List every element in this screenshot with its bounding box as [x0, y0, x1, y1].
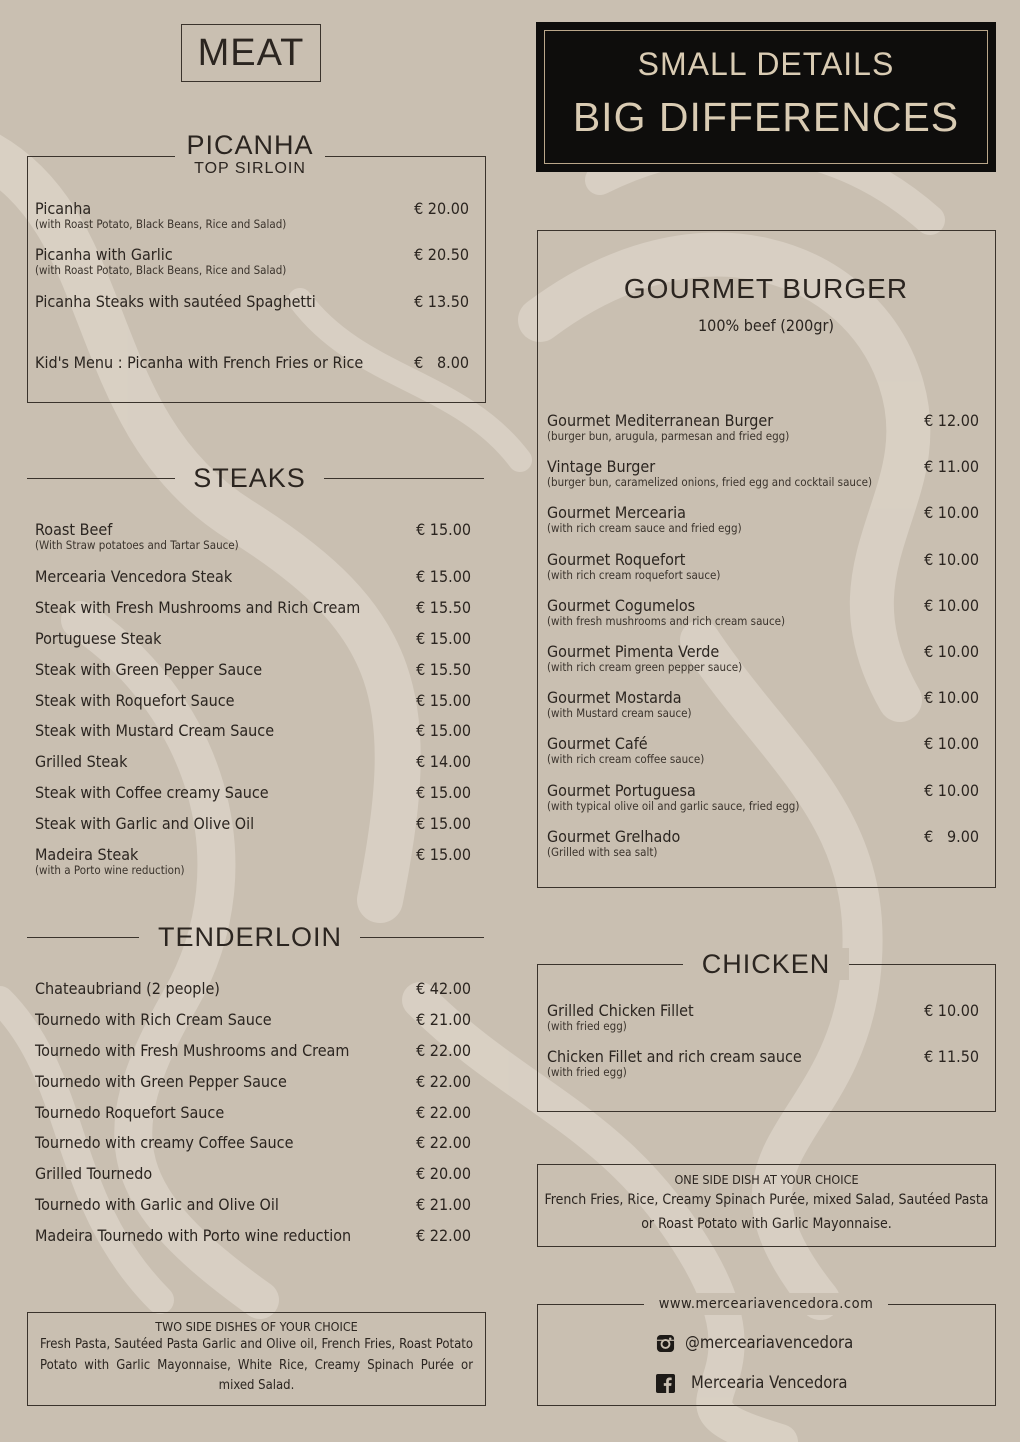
menu-item: [547, 1002, 979, 1033]
item-price: € 8.00: [414, 353, 469, 372]
item-price: € 11.50: [924, 1047, 979, 1066]
facebook-row[interactable]: [656, 1373, 848, 1393]
menu-item: [547, 782, 979, 813]
item-name: Tournedo with Green Pepper Sauce: [35, 1072, 287, 1091]
item-desc: (with typical olive oil and garlic sauce, fried egg): [547, 799, 800, 813]
menu-item: [35, 1104, 471, 1122]
item-price: € 15.00: [416, 567, 471, 586]
menu-item: [35, 661, 471, 679]
item-name: Gourmet Cogumelos: [547, 596, 696, 615]
item-price: € 42.00: [416, 979, 471, 998]
item-desc: (Grilled with sea salt): [547, 845, 658, 859]
meat-title: MEAT: [197, 32, 305, 74]
item-price: € 10.00: [924, 642, 979, 661]
menu-item: [35, 354, 469, 372]
facebook-name: Mercearia Vencedora: [691, 1373, 848, 1392]
website-link[interactable]: www.merceariavencedora.com: [644, 1293, 888, 1315]
item-name: Gourmet Mostarda: [547, 688, 682, 707]
item-desc: (with fried egg): [547, 1019, 627, 1033]
menu-item: [35, 246, 469, 277]
item-name: Tournedo with Garlic and Olive Oil: [35, 1195, 279, 1214]
item-desc: (with Roast Potato, Black Beans, Rice and Salad): [35, 217, 287, 231]
item-desc: (burger bun, caramelized onions, fried egg and cocktail sauce): [547, 475, 873, 489]
item-price: € 13.50: [414, 292, 469, 311]
item-name: Mercearia Vencedora Steak: [35, 567, 233, 586]
one-side-text: French Fries, Rice, Creamy Spinach Purée, mixed Salad, Sautéed Pasta or Roast Potato with Garlic Mayonnaise.: [544, 1192, 989, 1232]
two-sides-title: TWO SIDE DISHES OF YOUR CHOICE: [155, 1319, 358, 1334]
item-name: Steak with Coffee creamy Sauce: [35, 783, 269, 802]
menu-item: [35, 1196, 471, 1214]
item-price: € 14.00: [416, 752, 471, 771]
menu-item: [35, 846, 471, 877]
item-price: € 10.00: [924, 1001, 979, 1020]
item-price: € 9.00: [924, 827, 979, 846]
menu-item: [547, 828, 979, 859]
item-price: € 15.00: [416, 845, 471, 864]
menu-item: [35, 200, 469, 231]
item-desc: (with Roast Potato, Black Beans, Rice and Salad): [35, 263, 287, 277]
burger-subtitle: 100% beef (200gr): [698, 316, 834, 335]
item-name: Tournedo with Rich Cream Sauce: [35, 1010, 272, 1029]
item-desc: (with fresh mushrooms and rich cream sauce): [547, 614, 786, 628]
menu-item: [35, 630, 471, 648]
instagram-icon: [656, 1334, 675, 1353]
menu-item: [35, 599, 471, 617]
menu-item: [35, 293, 469, 311]
item-price: € 20.50: [414, 245, 469, 264]
item-price: € 15.50: [416, 598, 471, 617]
item-name: Madeira Steak: [35, 845, 139, 864]
menu-item: [547, 597, 979, 628]
divider: [324, 478, 484, 479]
item-price: € 11.00: [924, 457, 979, 476]
divider: [27, 478, 175, 479]
menu-item: [35, 1227, 471, 1245]
item-name: Grilled Tournedo: [35, 1164, 153, 1183]
item-price: € 15.00: [416, 814, 471, 833]
item-price: € 15.00: [416, 629, 471, 648]
chicken-box: [537, 964, 996, 1112]
item-price: € 15.00: [416, 691, 471, 710]
item-desc: (with rich cream sauce and fried egg): [547, 521, 742, 535]
item-price: € 20.00: [416, 1164, 471, 1183]
item-price: € 22.00: [416, 1226, 471, 1245]
menu-item: [35, 815, 471, 833]
menu-item: [35, 722, 471, 740]
menu-item: [35, 521, 471, 552]
item-desc: (With Straw potatoes and Tartar Sauce): [35, 538, 239, 552]
item-price: € 15.50: [416, 660, 471, 679]
menu-item: [35, 568, 471, 586]
item-name: Steak with Mustard Cream Sauce: [35, 721, 275, 740]
menu-item: [35, 1011, 471, 1029]
divider: [360, 937, 484, 938]
meat-title-box: [181, 24, 321, 82]
item-price: € 10.00: [924, 781, 979, 800]
burger-title: GOURMET BURGER: [623, 273, 909, 304]
item-name: Grilled Steak: [35, 752, 128, 771]
tagline-line1: SMALL DETAILS: [637, 46, 895, 82]
menu-item: [547, 412, 979, 443]
item-name: Gourmet Café: [547, 734, 648, 753]
item-name: Steak with Fresh Mushrooms and Rich Cream: [35, 598, 361, 617]
menu-item: [35, 1042, 471, 1060]
chicken-title: CHICKEN: [683, 948, 849, 980]
menu-item: [35, 692, 471, 710]
item-price: € 22.00: [416, 1133, 471, 1152]
item-desc: (with rich cream coffee sauce): [547, 752, 705, 766]
item-price: € 10.00: [924, 688, 979, 707]
menu-item: [547, 735, 979, 766]
menu-item: [35, 1073, 471, 1091]
item-price: € 10.00: [924, 550, 979, 569]
item-name: Steak with Garlic and Olive Oil: [35, 814, 255, 833]
item-desc: (with rich cream green pepper sauce): [547, 660, 743, 674]
item-name: Picanha with Garlic: [35, 245, 173, 264]
item-price: € 22.00: [416, 1072, 471, 1091]
item-name: Gourmet Mediterranean Burger: [547, 411, 774, 430]
item-desc: (with fried egg): [547, 1065, 627, 1079]
menu-item: [547, 551, 979, 582]
menu-item: [35, 784, 471, 802]
menu-item: [35, 980, 471, 998]
two-sides-box: [27, 1312, 486, 1406]
item-desc: (with Mustard cream sauce): [547, 706, 692, 720]
item-price: € 22.00: [416, 1041, 471, 1060]
instagram-handle: @merceariavencedora: [685, 1333, 854, 1352]
item-name: Steak with Green Pepper Sauce: [35, 660, 263, 679]
item-desc: (with rich cream roquefort sauce): [547, 568, 721, 582]
item-name: Gourmet Grelhado: [547, 827, 681, 846]
item-name: Tournedo Roquefort Sauce: [35, 1103, 225, 1122]
picanha-header: [175, 130, 325, 178]
item-price: € 10.00: [924, 503, 979, 522]
item-price: € 21.00: [416, 1010, 471, 1029]
menu-item: [547, 458, 979, 489]
item-name: Chicken Fillet and rich cream sauce: [547, 1047, 802, 1066]
item-name: Portuguese Steak: [35, 629, 162, 648]
menu-item: [547, 1048, 979, 1079]
menu-item: [35, 1134, 471, 1152]
item-price: € 10.00: [924, 596, 979, 615]
item-name: Vintage Burger: [547, 457, 656, 476]
item-name: Gourmet Mercearia: [547, 503, 686, 522]
item-name: Steak with Roquefort Sauce: [35, 691, 235, 710]
menu-item: [35, 753, 471, 771]
one-side-box: [537, 1164, 996, 1247]
tagline-line2: BIG DIFFERENCES: [572, 94, 960, 140]
item-name: Grilled Chicken Fillet: [547, 1001, 694, 1020]
item-price: € 12.00: [924, 411, 979, 430]
menu-item: [547, 504, 979, 535]
item-name: Gourmet Roquefort: [547, 550, 686, 569]
divider: [27, 937, 139, 938]
tenderloin-title: TENDERLOIN: [157, 922, 343, 952]
menu-item: [547, 643, 979, 674]
menu-item: [35, 1165, 471, 1183]
item-price: € 20.00: [414, 199, 469, 218]
item-name: Gourmet Portuguesa: [547, 781, 696, 800]
steaks-title: STEAKS: [193, 463, 306, 493]
item-name: Chateaubriand (2 people): [35, 979, 220, 998]
item-name: Kid's Menu : Picanha with French Fries or Rice: [35, 353, 364, 372]
item-name: Tournedo with Fresh Mushrooms and Cream: [35, 1041, 350, 1060]
item-name: Picanha: [35, 199, 92, 218]
picanha-subtitle: TOP SIRLOIN: [194, 160, 306, 177]
item-name: Picanha Steaks with sautéed Spaghetti: [35, 292, 316, 311]
item-price: € 15.00: [416, 783, 471, 802]
item-name: Gourmet Pimenta Verde: [547, 642, 720, 661]
facebook-icon: [656, 1374, 675, 1393]
two-sides-text: Fresh Pasta, Sautéed Pasta Garlic and Olive oil, French Fries, Roast Potato Potato with Garlic Mayonnaise, White Rice, Creamy Spinach Purée or mixed Salad.: [40, 1337, 473, 1393]
item-price: € 22.00: [416, 1103, 471, 1122]
picanha-title: PICANHA: [186, 130, 314, 160]
one-side-title: ONE SIDE DISH AT YOUR CHOICE: [674, 1172, 859, 1187]
item-desc: (with a Porto wine reduction): [35, 863, 185, 877]
item-price: € 15.00: [416, 520, 471, 539]
item-desc: (burger bun, arugula, parmesan and fried egg): [547, 429, 790, 443]
item-price: € 21.00: [416, 1195, 471, 1214]
item-name: Tournedo with creamy Coffee Sauce: [35, 1133, 294, 1152]
instagram-row[interactable]: [656, 1333, 853, 1353]
item-price: € 10.00: [924, 734, 979, 753]
item-name: Roast Beef: [35, 520, 113, 539]
item-name: Madeira Tournedo with Porto wine reduction: [35, 1226, 352, 1245]
menu-item: [547, 689, 979, 720]
tagline-panel: [536, 22, 996, 172]
item-price: € 15.00: [416, 721, 471, 740]
